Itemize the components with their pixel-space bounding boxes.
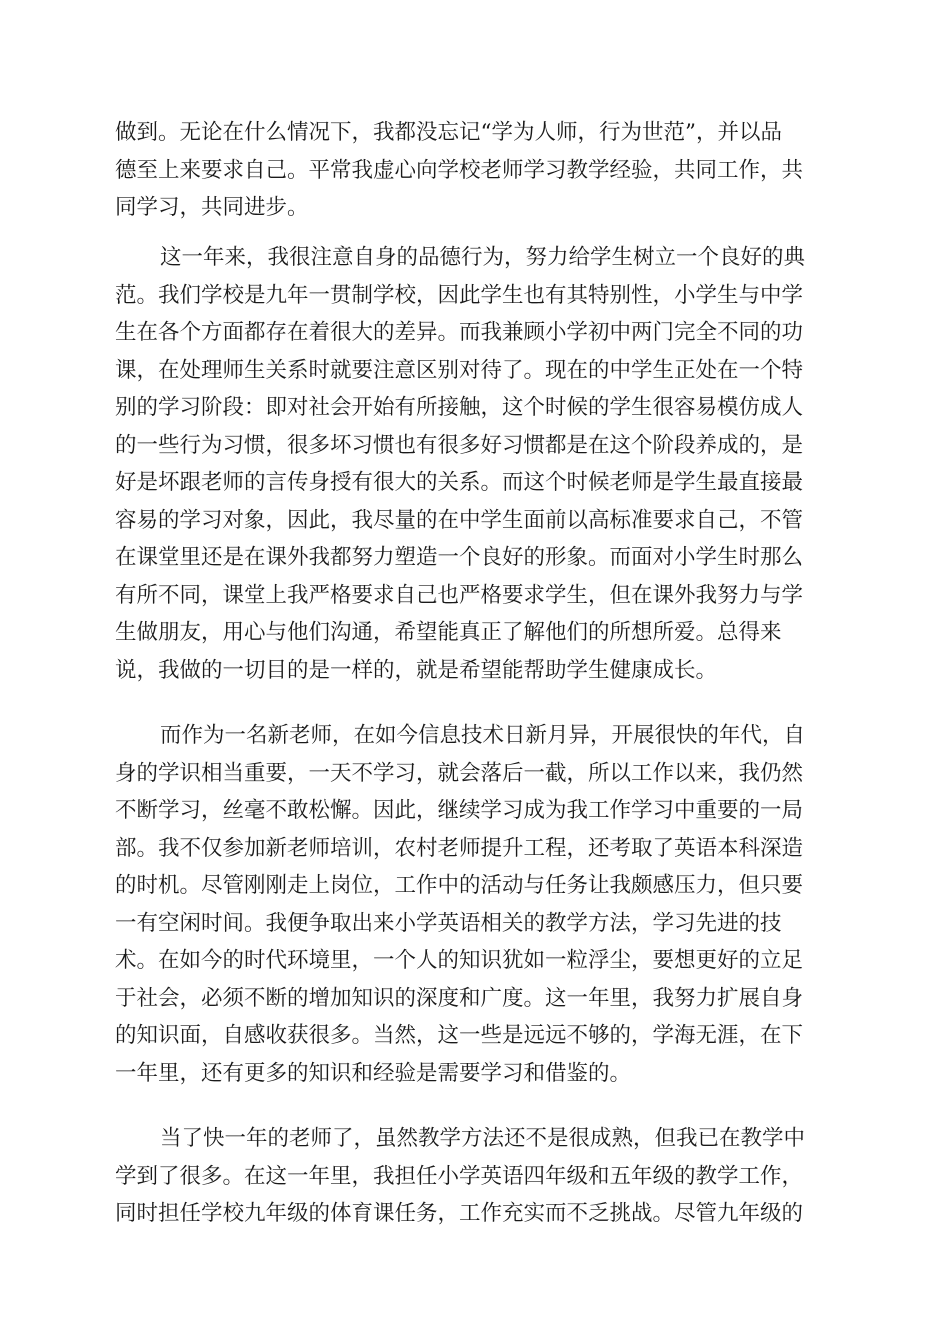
- text-line: 部。我不仅参加新老师培训，农村老师提升工程，还考取了英语本科深造: [115, 835, 804, 861]
- text-line: 德至上来要求自己。平常我虚心向学校老师学习教学经验，共同工作，共: [115, 157, 804, 183]
- text-line: 的一些行为习惯，很多坏习惯也有很多好习惯都是在这个阶段养成的，是: [115, 432, 804, 458]
- text-line: 这一年来，我很注意自身的品德行为，努力给学生树立一个良好的典: [160, 245, 806, 270]
- text-line: 一年里，还有更多的知识和经验是需要学习和借鉴的。: [115, 1060, 632, 1086]
- text-line: 好是坏跟老师的言传身授有很大的关系。而这个时候老师是学生最直接最: [115, 470, 804, 495]
- text-line: 当了快一年的老师了，虽然教学方法还不是很成熟，但我已在教学中: [160, 1126, 806, 1151]
- paragraph-2: [115, 239, 805, 689]
- text-line: 容易的学习对象，因此，我尽量的在中学生面前以高标准要求自己，不管: [115, 507, 804, 533]
- text-line: 的时机。尽管刚刚走上岗位，工作中的活动与任务让我颇感压力，但只要: [115, 873, 804, 898]
- text-line: 在课堂里还是在课外我都努力塑造一个良好的形象。而面对小学生时那么: [115, 545, 804, 570]
- text-line: 说，我做的一切目的是一样的，就是希望能帮助学生健康成长。: [115, 657, 718, 683]
- text-line: 不断学习，丝毫不敢松懈。因此，继续学习成为我工作学习中重要的一局: [115, 798, 804, 823]
- text-line: 一有空闲时间。我便争取出来小学英语相关的教学方法，学习先进的技: [115, 910, 782, 936]
- text-line: 生做朋友，用心与他们沟通，希望能真正了解他们的所想所爱。总得来: [115, 620, 782, 645]
- text-line: 的知识面，自感收获很多。当然，这一些是远远不够的，学海无涯，在下: [115, 1023, 804, 1048]
- text-line: 生在各个方面都存在着很大的差异。而我兼顾小学初中两门完全不同的功: [115, 320, 804, 345]
- text-line: 有所不同，课堂上我严格要求自己也严格要求学生，但在课外我努力与学: [115, 582, 804, 608]
- paragraph-1: [115, 114, 803, 227]
- text-line: 同时担任学校九年级的体育课任务，工作充实而不乏挑战。尽管九年级的: [115, 1201, 804, 1226]
- text-line: 别的学习阶段：即对社会开始有所接触，这个时候的学生很容易模仿成人: [115, 395, 804, 420]
- text-line: 而作为一名新老师，在如今信息技术日新月异，开展很快的年代，自: [160, 723, 806, 748]
- text-line: 学到了很多。在这一年里，我担任小学英语四年级和五年级的教学工作，: [115, 1163, 804, 1189]
- paragraph-4: [115, 1120, 805, 1233]
- paragraph-3: [115, 717, 805, 1092]
- text-line: 同学习，共同进步。: [115, 195, 309, 220]
- text-line: 做到。无论在什么情况下，我都没忘记“学为人师，行为世范”，并以品: [115, 120, 782, 145]
- text-line: 身的学识相当重要，一天不学习，就会落后一截，所以工作以来，我仍然: [115, 760, 804, 786]
- text-line: 于社会，必须不断的增加知识的深度和广度。这一年里，我努力扩展自身: [115, 985, 804, 1011]
- text-line: 术。在如今的时代环境里，一个人的知识犹如一粒浮尘，要想更好的立足: [115, 948, 804, 973]
- text-line: 范。我们学校是九年一贯制学校，因此学生也有其特别性，小学生与中学: [115, 282, 804, 308]
- text-line: 课，在处理师生关系时就要注意区别对待了。现在的中学生正处在一个特: [115, 357, 804, 383]
